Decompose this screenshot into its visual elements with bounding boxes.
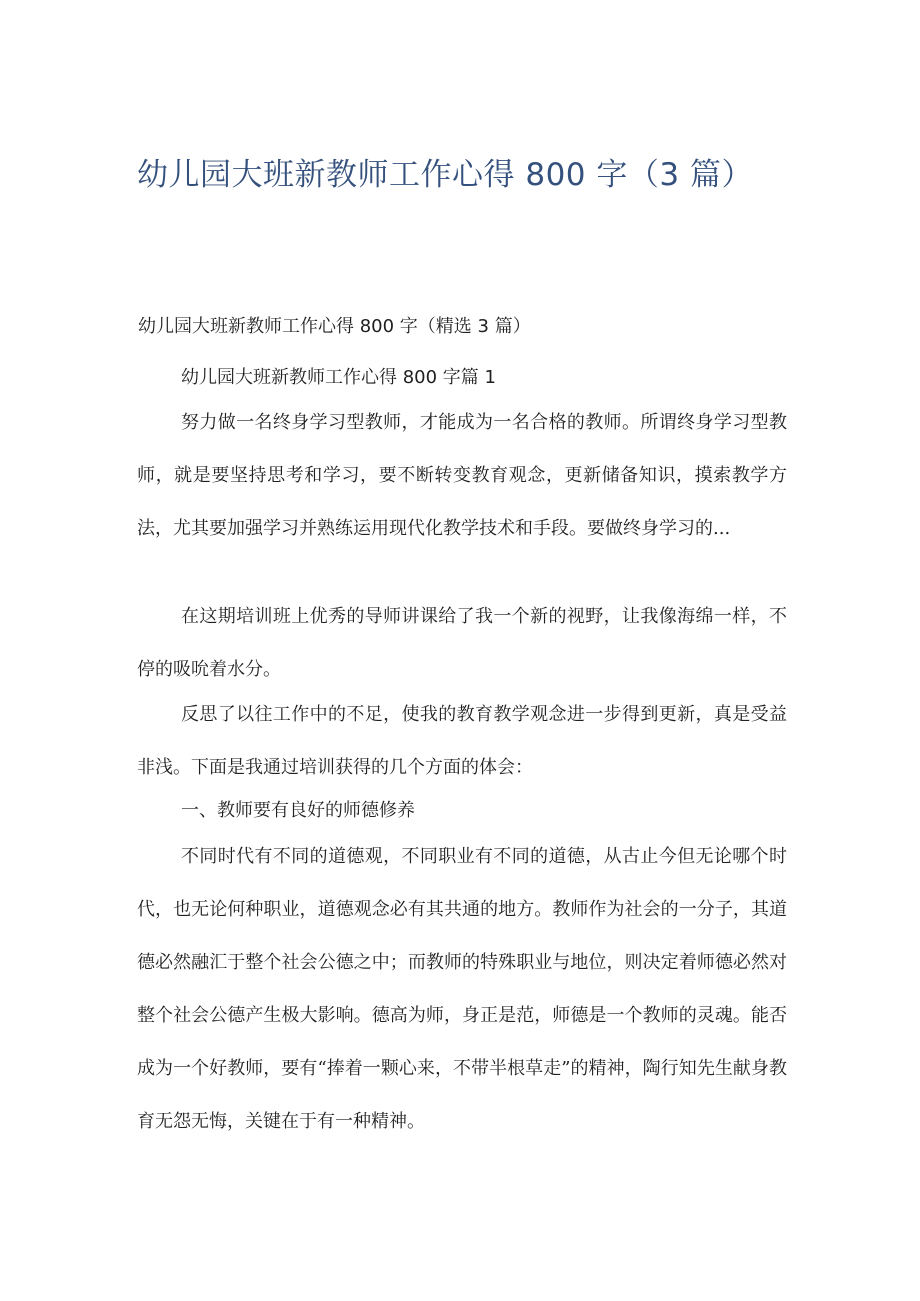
document-subtitle: 幼儿园大班新教师工作心得 800 字（精选 3 篇）	[138, 316, 531, 337]
paragraph-3: 反思了以往工作中的不足，使我的教育教学观念进一步得到更新，真是受益非浅。下面是我通过培训获得的几个方面的体会：	[137, 704, 787, 778]
section-heading: 幼儿园大班新教师工作心得 800 字篇 1	[181, 367, 496, 388]
paragraph-2: 在这期培训班上优秀的导师讲课给了我一个新的视野，让我像海绵一样，不停的吸吮着水分。	[137, 606, 787, 680]
document-title: 幼儿园大班新教师工作心得 800 字（3 篇）	[137, 157, 753, 193]
subheading-teacher-ethics: 一、教师要有良好的师德修养	[181, 800, 415, 821]
paragraph-4: 不同时代有不同的道德观，不同职业有不同的道德，从古止今但无论哪个时代，也无论何种职业，道德观念必有其共通的地方。教师作为社会的一分子，其道德必然融汇于整个社会公德之中；而教师的特殊职业与地位，则决定着师德必然对整个社会公德产生极大影响。德高为师，身正是范，师德是一个教师的灵魂。能否成为一个好教师，要有“捧着一颗心来，不带半根草走”的精神，陶行知先生献身教育无怨无悔，关键在于有一种精神。	[137, 846, 787, 1132]
paragraph-1: 努力做一名终身学习型教师，才能成为一名合格的教师。所谓终身学习型教师，就是要坚持思考和学习，要不断转变教育观念，更新储备知识，摸索教学方法，尤其要加强学习并熟练运用现代化教学技术和手段。要做终身学习的...	[137, 412, 787, 539]
